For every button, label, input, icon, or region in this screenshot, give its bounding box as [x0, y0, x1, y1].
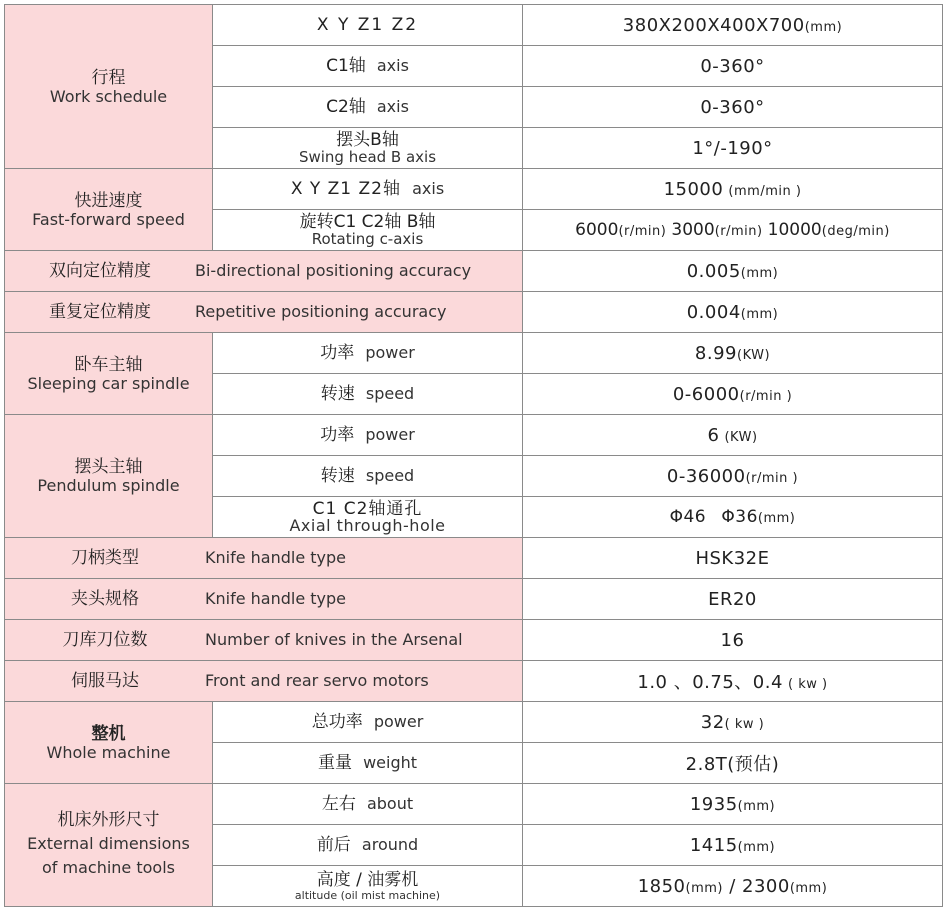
unit-text: (mm/min )	[728, 183, 802, 199]
param-label-en: power	[365, 343, 415, 362]
value-cell	[523, 169, 943, 210]
unit-text: (r/min)	[714, 224, 763, 239]
param-cell	[213, 743, 523, 784]
value-text: Φ36	[721, 507, 758, 527]
param-cell	[213, 866, 523, 907]
label-chuck	[5, 579, 523, 620]
param-label-cn: 功率	[320, 425, 355, 445]
separator-text: /	[722, 875, 742, 897]
group-label-cn: 快进速度	[74, 190, 143, 211]
unit-text: (mm)	[740, 265, 779, 281]
value-cell	[523, 620, 943, 661]
value-text: 380X200X400X700	[622, 14, 805, 36]
group-travel	[5, 5, 213, 169]
unit-text: (mm)	[737, 798, 776, 814]
value-cell	[523, 374, 943, 415]
value-text: 8.99	[694, 342, 737, 364]
value-text: 0.004	[686, 301, 741, 323]
value-cell	[523, 784, 943, 825]
value-cell	[523, 497, 943, 538]
param-label-en: speed	[365, 384, 415, 403]
unit-text: (deg/min)	[821, 224, 890, 239]
param-label-cn: 重量	[317, 753, 352, 773]
group-pendulum-spindle	[5, 415, 213, 538]
value-cell	[523, 456, 943, 497]
param-cell	[213, 210, 523, 251]
param-label-en: axis	[376, 56, 409, 75]
group-label-en: Work schedule	[49, 86, 168, 106]
value-cell	[523, 333, 943, 374]
spec-table-container	[4, 4, 942, 913]
unit-text: (mm)	[804, 19, 843, 35]
table-row	[5, 415, 943, 456]
value-cell	[523, 743, 943, 784]
param-label-cn: 左右	[321, 794, 356, 814]
label-en: Number of knives in the Arsenal	[205, 630, 463, 649]
group-label-en: Whole machine	[46, 742, 171, 762]
param-label-cn: 总功率	[311, 712, 363, 732]
group-label-cn: 行程	[91, 67, 126, 88]
param-cell	[213, 128, 523, 169]
param-label-cn: X Y Z1 Z2	[316, 15, 419, 35]
value-text: 6000	[575, 220, 619, 240]
group-label-cn: 卧车主轴	[74, 354, 143, 375]
table-row	[5, 784, 943, 825]
value-text: 2300	[742, 875, 790, 897]
param-cell	[213, 825, 523, 866]
value-cell	[523, 5, 943, 46]
param-label-cn: 功率	[320, 343, 355, 363]
unit-text: (r/min )	[745, 470, 799, 486]
param-label-cn: C1轴	[326, 56, 366, 76]
param-label-cn: 转速	[320, 384, 355, 404]
param-label-en: Swing head B axis	[298, 148, 437, 166]
param-label-en: altitude (oil mist machine)	[294, 889, 441, 902]
label-knives-count	[5, 620, 523, 661]
value-cell	[523, 292, 943, 333]
label-servo	[5, 661, 523, 702]
param-label-en: axis	[412, 179, 445, 198]
label-en: Bi-directional positioning accuracy	[195, 261, 472, 280]
param-label-en: about	[366, 794, 414, 813]
value-text: 1°/-190°	[692, 137, 773, 159]
value-text: 10000	[767, 220, 822, 240]
value-cell	[523, 579, 943, 620]
value-text: 6	[707, 424, 720, 446]
value-text: 3000	[671, 220, 715, 240]
param-cell	[213, 784, 523, 825]
param-label-cn: C1 C2轴通孔	[312, 499, 423, 519]
value-text: 1935	[689, 793, 738, 815]
value-cell	[523, 210, 943, 251]
value-cell	[523, 128, 943, 169]
label-cn: 重复定位精度	[49, 302, 151, 322]
param-cell	[213, 87, 523, 128]
table-row	[5, 579, 943, 620]
group-label-en: Sleeping car spindle	[27, 373, 190, 393]
group-fast-forward	[5, 169, 213, 251]
param-cell	[213, 415, 523, 456]
group-label-en: of machine tools	[42, 858, 175, 877]
param-cell	[213, 374, 523, 415]
label-en: Repetitive positioning accuracy	[195, 302, 447, 321]
value-text: 16	[720, 629, 745, 651]
label-en: Knife handle type	[205, 589, 346, 608]
value-text: 32	[700, 711, 725, 733]
value-text: ER20	[708, 588, 757, 610]
param-label-en: power	[373, 712, 424, 731]
label-knife-holder	[5, 538, 523, 579]
value-text: 1.0 、0.75、0.4	[637, 672, 783, 693]
unit-text: ( kw )	[788, 677, 828, 692]
unit-text: (mm)	[737, 839, 776, 855]
label-cn: 夹头规格	[71, 589, 139, 609]
value-text: Φ46	[669, 507, 707, 527]
table-row	[5, 538, 943, 579]
param-cell	[213, 5, 523, 46]
value-text: HSK32E	[695, 547, 770, 569]
table-row	[5, 169, 943, 210]
param-label-en: speed	[365, 466, 415, 485]
group-whole-machine	[5, 702, 213, 784]
value-cell	[523, 46, 943, 87]
label-repetitive	[5, 292, 523, 333]
unit-text: (mm)	[789, 880, 828, 896]
value-text: 0-360°	[700, 55, 765, 77]
param-label-en: around	[361, 835, 419, 854]
value-text: 1850	[637, 875, 686, 897]
unit-text: (r/min)	[618, 224, 667, 239]
param-cell	[213, 702, 523, 743]
table-row	[5, 702, 943, 743]
unit-text: (r/min )	[739, 388, 793, 404]
value-cell	[523, 661, 943, 702]
param-label-en: axis	[376, 97, 409, 116]
value-text: 2.8T(预估)	[685, 754, 780, 775]
label-bidirectional	[5, 251, 523, 292]
label-cn: 刀柄类型	[71, 548, 139, 568]
group-label-cn: 整机	[91, 723, 126, 744]
value-cell	[523, 87, 943, 128]
value-text: 1415	[689, 834, 738, 856]
unit-text: (mm)	[740, 306, 779, 322]
group-sleeping-spindle	[5, 333, 213, 415]
group-label-cn: 机床外形尺寸	[57, 810, 160, 830]
table-row	[5, 292, 943, 333]
param-label-en: Axial through-hole	[289, 516, 446, 535]
param-cell	[213, 497, 523, 538]
group-label-en: External dimensions	[27, 834, 190, 853]
param-label-en: Rotating c-axis	[311, 230, 424, 248]
value-text: 0-36000	[666, 465, 746, 487]
param-label-cn: C2轴	[326, 97, 366, 117]
unit-text: (KW)	[724, 429, 758, 445]
table-row	[5, 333, 943, 374]
value-cell	[523, 251, 943, 292]
group-label-en: Fast-forward speed	[32, 209, 185, 229]
table-row	[5, 5, 943, 46]
unit-text: (mm)	[757, 511, 796, 526]
value-text: 0-6000	[672, 383, 740, 405]
value-cell	[523, 538, 943, 579]
param-label-cn: X Y Z1 Z2轴	[290, 179, 401, 199]
param-label-cn: 前后	[316, 835, 351, 855]
table-row	[5, 620, 943, 661]
unit-text: (KW)	[737, 347, 771, 363]
unit-text: (mm)	[685, 880, 723, 896]
param-label-en: weight	[363, 753, 418, 772]
param-label-cn: 旋转C1 C2轴 B轴	[299, 212, 436, 232]
label-cn: 刀库刀位数	[62, 630, 148, 650]
value-text: 0.005	[686, 260, 741, 282]
param-label-cn: 转速	[320, 466, 355, 486]
label-en: Knife handle type	[205, 548, 346, 567]
group-external-dimensions	[5, 784, 213, 907]
param-cell	[213, 456, 523, 497]
param-cell	[213, 333, 523, 374]
value-cell	[523, 702, 943, 743]
spec-table	[4, 4, 943, 907]
table-row	[5, 251, 943, 292]
value-text: 15000	[663, 178, 724, 200]
table-row	[5, 661, 943, 702]
param-label-en: power	[365, 425, 415, 444]
group-label-en: Pendulum spindle	[37, 476, 180, 495]
value-text: 0-360°	[700, 96, 765, 118]
param-label-cn: 摆头B轴	[336, 130, 399, 150]
label-cn: 双向定位精度	[49, 261, 151, 281]
value-cell	[523, 866, 943, 907]
param-cell	[213, 46, 523, 87]
group-label-cn: 摆头主轴	[74, 457, 143, 477]
param-cell	[213, 169, 523, 210]
label-cn: 伺服马达	[71, 671, 139, 691]
value-cell	[523, 825, 943, 866]
unit-text: ( kw )	[724, 716, 765, 732]
value-cell	[523, 415, 943, 456]
param-label-cn: 高度 / 油雾机	[316, 870, 419, 890]
label-en: Front and rear servo motors	[205, 671, 429, 690]
